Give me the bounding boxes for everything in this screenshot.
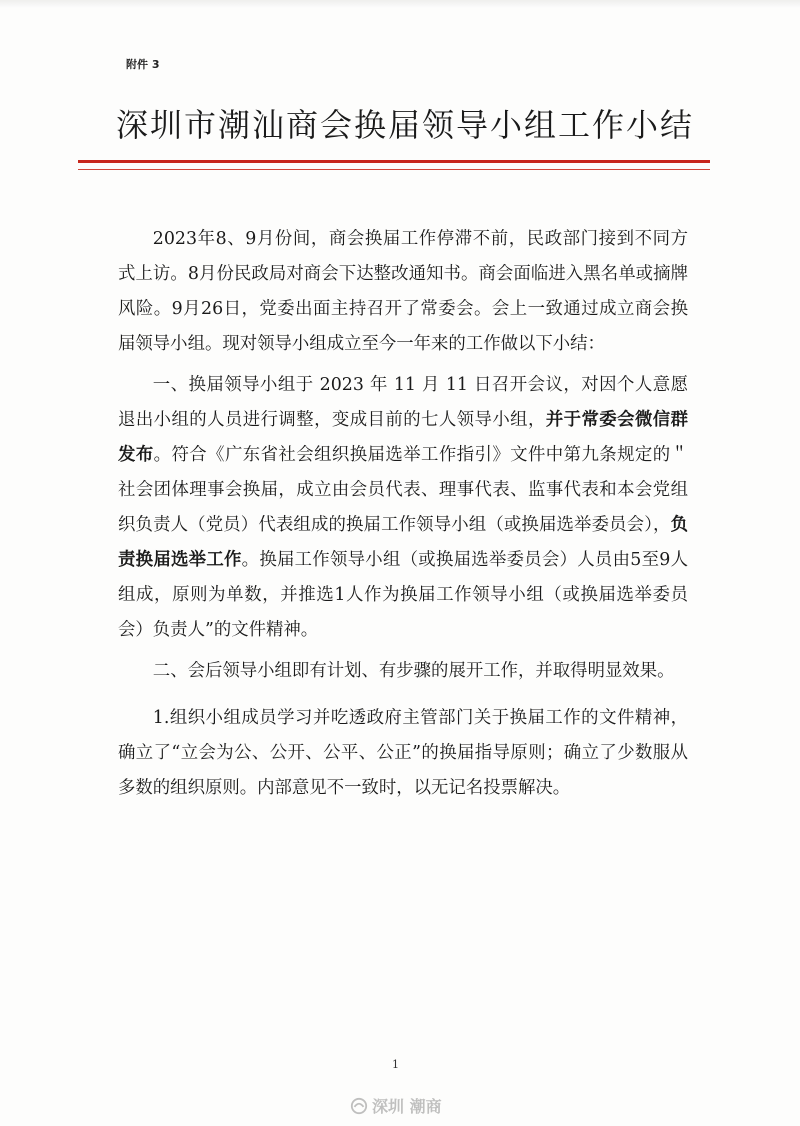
title-divider-thin (78, 169, 710, 170)
paragraph-section-one (118, 368, 688, 648)
page-edge-shadow (0, 0, 800, 8)
paragraph-item-one: 1.组织小组成员学习并吃透政府主管部门关于换届工作的文件精神，确立了“立会为公、公开、公平、公正”的换届指导原则；确立了少数服从多数的组织原则。内部意见不一致时，以无记名投票解决。 (118, 708, 688, 798)
section-one-text-a: 一、换届领导小组于 2023 年 11 月 11 日召开会议，对因个人意愿退出小组的人员进行调整，变成目前的七人领导小组， (118, 375, 688, 430)
section-one-emphasis-wechat: 并于常委会微信群发布 (118, 410, 688, 465)
section-one-emphasis-election: 负责换届选举工作 (118, 515, 688, 570)
document-title: 深圳市潮汕商会换届领导小组工作小结 (115, 106, 694, 144)
section-one-text-c: 。符合《广东省社会组织换届选举工作指引》文件中第九条规定的＂社会团体理事会换届，成立由会员代表、理事代表、监事代表和本会党组织负责人（党员）代表组成的换届工作领导小组（或换届选举委员会）， (118, 445, 688, 535)
watermark-text: 深圳 潮商 (372, 1097, 442, 1116)
paragraph-section-two: 二、会后领导小组即有计划、有步骤的展开工作，并取得明显效果。 (152, 661, 675, 681)
title-divider-thick (78, 160, 710, 163)
watermark-logo-icon (350, 1097, 368, 1115)
paragraph-intro: 2023年8、9月份间，商会换届工作停滞不前，民政部门接到不同方式上访。8月份民政局对商会下达整改通知书。商会面临进入黑名单或摘牌风险。9月26日，党委出面主持召开了常委会。会上一致通过成立商会换届领导小组。现对领导小组成立至今一年来的工作做以下小结： (118, 229, 688, 354)
document-body (118, 222, 688, 806)
page-number: 1 (392, 1058, 399, 1071)
attachment-label: 附件 3 (126, 58, 160, 71)
watermark (350, 1094, 442, 1117)
section-one-text-e: 。换届工作领导小组（或换届选举委员会）人员由5至9人组成，原则为单数，并推选1人作为换届工作领导小组（或换届选举委员会）负责人”的文件精神。 (118, 550, 688, 640)
